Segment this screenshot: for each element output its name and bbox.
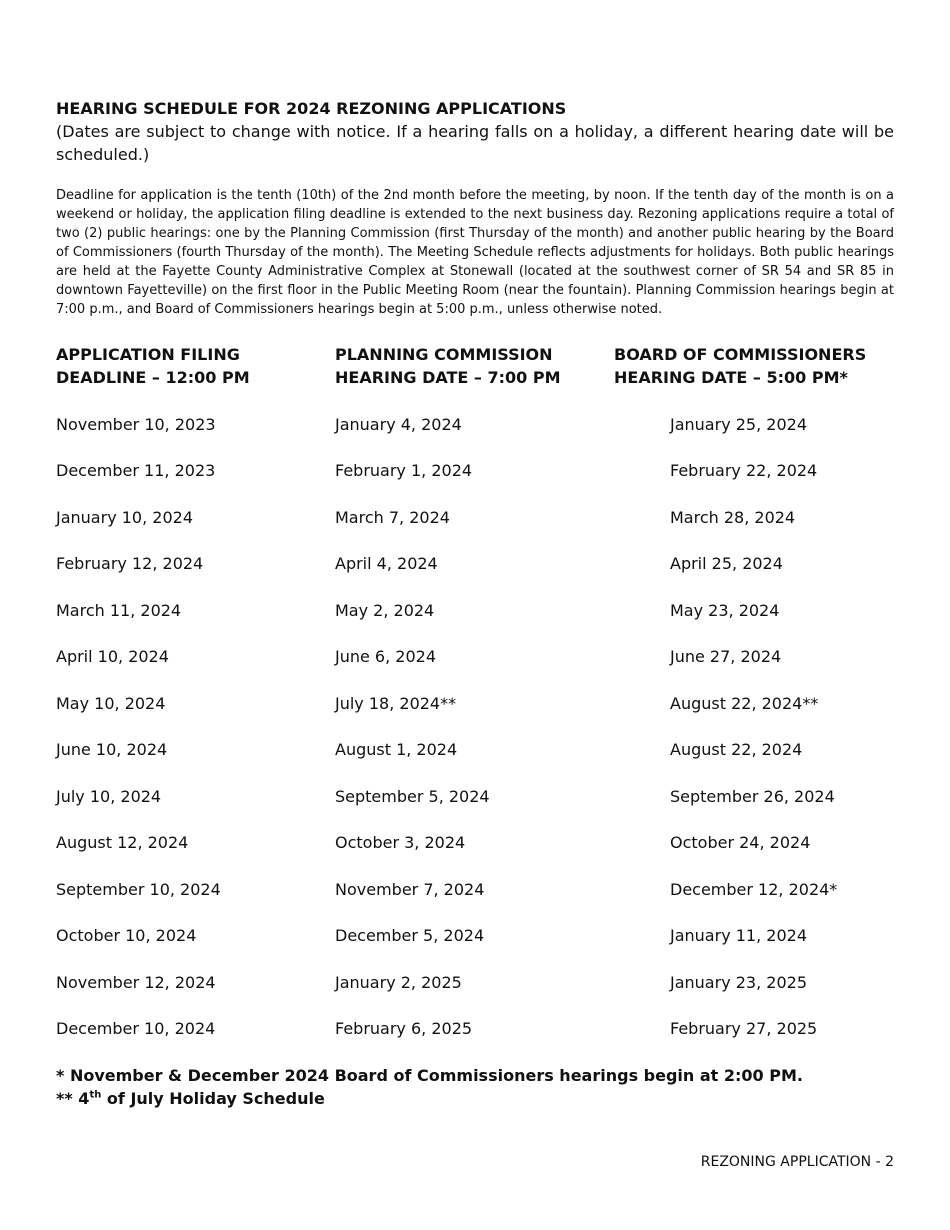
cell-planning-hearing: May 2, 2024 (335, 600, 435, 620)
cell-planning-hearing: January 2, 2025 (335, 972, 462, 992)
footnotes (56, 1064, 894, 1110)
table-row (56, 913, 894, 960)
cell-board-hearing: September 26, 2024 (670, 786, 835, 806)
cell-board-hearing: April 25, 2024 (670, 554, 783, 574)
footnote-1: * November & December 2024 Board of Commissioners hearings begin at 2:00 PM. (56, 1066, 803, 1085)
cell-filing-deadline: January 10, 2024 (56, 507, 193, 527)
header-board-commissioners (614, 343, 894, 389)
cell-planning-hearing: December 5, 2024 (335, 926, 485, 946)
cell-board-hearing: December 12, 2024* (670, 879, 838, 899)
cell-planning-hearing: February 6, 2025 (335, 1019, 473, 1039)
cell-filing-deadline: December 10, 2024 (56, 1019, 216, 1039)
document-subtitle: (Dates are subject to change with notice. If a hearing falls on a holiday, a different hearing date will be scheduled.) (56, 122, 894, 164)
cell-planning-hearing: July 18, 2024** (335, 693, 457, 713)
header-board-line1: BOARD OF COMMISSIONERS (614, 345, 867, 364)
cell-filing-deadline: May 10, 2024 (56, 693, 166, 713)
cell-filing-deadline: February 12, 2024 (56, 554, 204, 574)
table-row (56, 680, 894, 727)
cell-board-hearing: March 28, 2024 (670, 507, 796, 527)
table-row (56, 587, 894, 634)
cell-filing-deadline: March 11, 2024 (56, 600, 182, 620)
cell-planning-hearing: June 6, 2024 (335, 647, 436, 667)
cell-planning-hearing: April 4, 2024 (335, 554, 438, 574)
cell-filing-deadline: September 10, 2024 (56, 879, 221, 899)
header-planning-line2: HEARING DATE – 7:00 PM (335, 368, 561, 387)
footnote-2-sup: th (89, 1089, 102, 1101)
table-row (56, 401, 894, 448)
schedule-description: Deadline for application is the tenth (10th) of the 2nd month before the meeting, by noon. If the tenth day of the month is on a weekend or holiday, the application filing deadline is extended to the next business day. Rezoning applications require a total of two (2) public hearings: one by the Planning Commission (first Thursday of the month) and another public hearing by the Board of Commissioners (fourth Thursday of the month). The Meeting Schedule reflects adjustments for holidays. Both public hearings are held at the Fayette County Administrative Complex at Stonewall (located at the southwest corner of SR 54 and SR 85 in downtown Fayetteville) on the first floor in the Public Meeting Room (near the fountain). Planning Commission hearings begin at 7:00 p.m., and Board of Commissioners hearings begin at 5:00 p.m., unless otherwise noted. (56, 188, 894, 317)
cell-board-hearing: August 22, 2024** (670, 693, 819, 713)
cell-planning-hearing: November 7, 2024 (335, 879, 485, 899)
table-row (56, 866, 894, 913)
cell-board-hearing: February 22, 2024 (670, 461, 818, 481)
cell-filing-deadline: April 10, 2024 (56, 647, 169, 667)
table-row (56, 634, 894, 681)
header-planning-line1: PLANNING COMMISSION (335, 345, 553, 364)
cell-filing-deadline: November 10, 2023 (56, 414, 216, 434)
cell-board-hearing: January 11, 2024 (670, 926, 807, 946)
cell-filing-deadline: October 10, 2024 (56, 926, 197, 946)
footnote-2 (56, 1087, 894, 1110)
cell-board-hearing: October 24, 2024 (670, 833, 811, 853)
table-row (56, 1006, 894, 1053)
cell-planning-hearing: September 5, 2024 (335, 786, 490, 806)
cell-planning-hearing: March 7, 2024 (335, 507, 450, 527)
header-filing-line1: APPLICATION FILING (56, 345, 240, 364)
table-header (56, 343, 894, 389)
cell-filing-deadline: December 11, 2023 (56, 461, 216, 481)
table-row (56, 494, 894, 541)
cell-board-hearing: June 27, 2024 (670, 647, 782, 667)
cell-board-hearing: May 23, 2024 (670, 600, 780, 620)
cell-board-hearing: February 27, 2025 (670, 1019, 818, 1039)
table-row (56, 959, 894, 1006)
table-row (56, 820, 894, 867)
table-row (56, 727, 894, 774)
footnote-2-prefix: ** 4 (56, 1089, 90, 1108)
cell-board-hearing: January 25, 2024 (670, 414, 807, 434)
header-filing-deadline (56, 343, 335, 389)
cell-filing-deadline: June 10, 2024 (56, 740, 168, 760)
document-page (56, 97, 894, 1110)
cell-planning-hearing: January 4, 2024 (335, 414, 462, 434)
header-board-line2: HEARING DATE – 5:00 PM* (614, 368, 848, 387)
cell-filing-deadline: August 12, 2024 (56, 833, 189, 853)
table-row (56, 448, 894, 495)
header-planning-commission (335, 343, 614, 389)
cell-planning-hearing: August 1, 2024 (335, 740, 458, 760)
cell-board-hearing: August 22, 2024 (670, 740, 803, 760)
table-row (56, 541, 894, 588)
footnote-2-suffix: of July Holiday Schedule (101, 1089, 325, 1108)
cell-filing-deadline: July 10, 2024 (56, 786, 162, 806)
page-footer: REZONING APPLICATION - 2 (700, 1154, 894, 1170)
cell-filing-deadline: November 12, 2024 (56, 972, 216, 992)
cell-planning-hearing: October 3, 2024 (335, 833, 466, 853)
table-row (56, 773, 894, 820)
cell-planning-hearing: February 1, 2024 (335, 461, 473, 481)
cell-board-hearing: January 23, 2025 (670, 972, 807, 992)
header-filing-line2: DEADLINE – 12:00 PM (56, 368, 250, 387)
document-title: HEARING SCHEDULE FOR 2024 REZONING APPLICATIONS (56, 99, 567, 118)
schedule-table (56, 401, 894, 1052)
